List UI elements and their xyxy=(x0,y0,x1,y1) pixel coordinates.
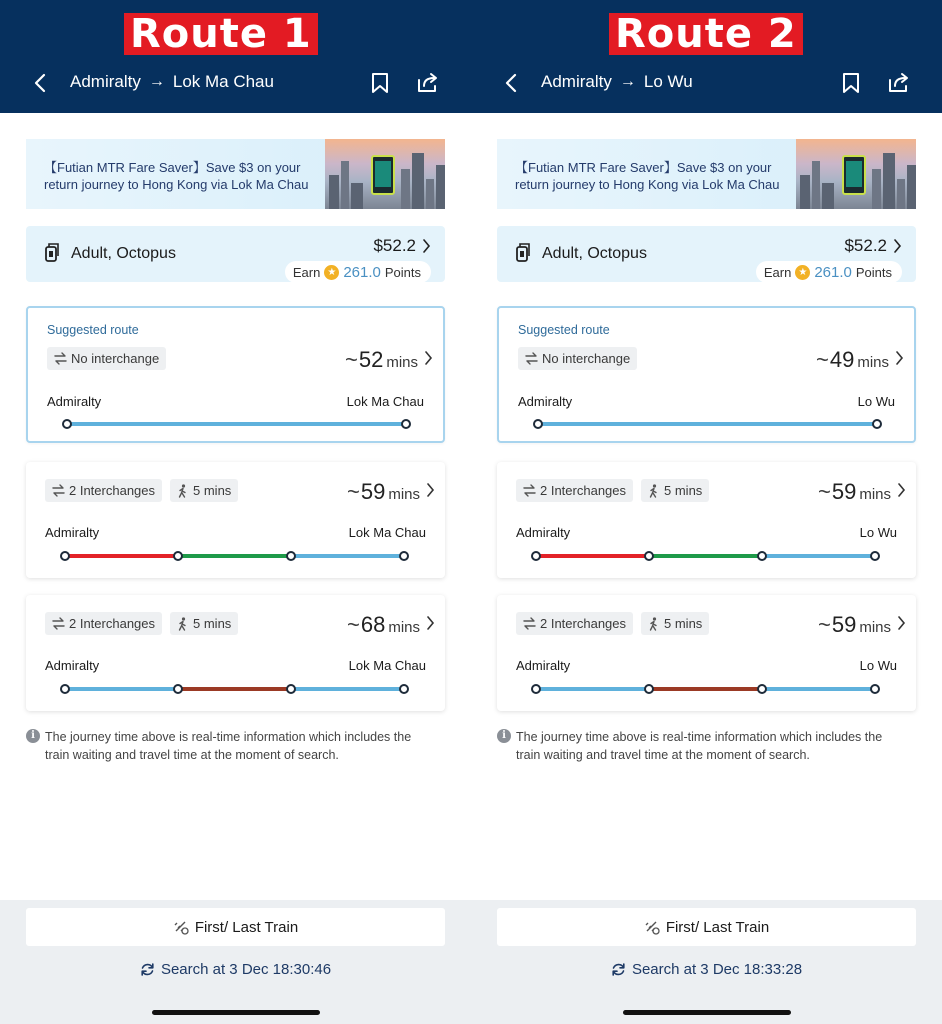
duration-value: 52 xyxy=(358,347,384,372)
interchange-icon xyxy=(52,484,65,497)
route-option-card[interactable] xyxy=(26,462,445,578)
title-origin: Admiralty xyxy=(70,72,141,91)
origin-stop-dot xyxy=(60,551,70,561)
destination-station: Lok Ma Chau xyxy=(348,525,426,540)
first-last-train-button[interactable] xyxy=(26,908,445,946)
info-icon: i xyxy=(497,729,511,743)
home-indicator xyxy=(623,1010,791,1015)
interchange-chip xyxy=(47,347,166,370)
route-line-diagram xyxy=(65,550,404,562)
duration-value: 59 xyxy=(360,479,386,504)
interchange-label: No interchange xyxy=(542,351,631,366)
fare-type: Adult, Octopus xyxy=(542,245,647,262)
chevron-right-icon xyxy=(424,351,433,365)
duration-value: 59 xyxy=(831,612,857,637)
origin-station: Admiralty xyxy=(45,525,100,540)
interchange-icon xyxy=(523,617,536,630)
interchange-label: 2 Interchanges xyxy=(69,616,156,631)
route-badge: Route 1 xyxy=(124,13,318,55)
destination-station: Lo Wu xyxy=(859,525,897,540)
destination-stop-dot xyxy=(399,551,409,561)
fare-price-value: $52.2 xyxy=(844,236,887,255)
journey-duration xyxy=(347,479,420,505)
search-timestamp-text: Search at 3 Dec 18:30:46 xyxy=(160,961,332,978)
origin-stop-dot xyxy=(531,684,541,694)
chevron-right-icon xyxy=(426,483,435,497)
line-segment xyxy=(762,687,875,691)
points-badge xyxy=(285,261,431,283)
journey-time-note-text: The journey time above is real-time information which includes the train waiting and travel time at the moment of search. xyxy=(45,730,412,762)
origin-stop-dot xyxy=(62,419,72,429)
destination-stop-dot xyxy=(870,551,880,561)
route-line-diagram xyxy=(65,683,404,695)
origin-station: Admiralty xyxy=(45,658,100,673)
walk-time-label: 5 mins xyxy=(193,616,232,631)
duration-unit: mins xyxy=(388,486,420,503)
duration-approx: ~ xyxy=(344,347,358,372)
duration-unit: mins xyxy=(386,354,418,371)
duration-unit: mins xyxy=(859,619,891,636)
star-coin-icon: ★ xyxy=(324,265,339,280)
bottom-bar xyxy=(0,900,471,1024)
line-segment xyxy=(291,554,404,558)
interchange-stop-dot xyxy=(173,684,183,694)
route-option-card[interactable] xyxy=(497,462,916,578)
search-timestamp-text: Search at 3 Dec 18:33:28 xyxy=(631,961,803,978)
title-destination: Lok Ma Chau xyxy=(172,72,274,91)
fare-price xyxy=(844,236,902,256)
route-option-card[interactable] xyxy=(497,306,916,443)
interchange-chip xyxy=(45,479,162,502)
fare-card[interactable] xyxy=(26,226,445,282)
app-header xyxy=(471,0,942,113)
duration-unit: mins xyxy=(857,354,889,371)
info-icon: i xyxy=(26,729,40,743)
points-unit: Points xyxy=(855,264,892,280)
route-chips xyxy=(516,612,709,635)
promo-banner-image xyxy=(325,139,445,209)
destination-stop-dot xyxy=(870,684,880,694)
share-button[interactable] xyxy=(415,70,441,96)
promo-banner[interactable] xyxy=(497,139,916,209)
bookmark-icon xyxy=(371,72,389,94)
bottom-bar xyxy=(471,900,942,1024)
walk-chip xyxy=(641,612,709,635)
interchange-stop-dot xyxy=(173,551,183,561)
origin-station: Admiralty xyxy=(47,394,102,409)
chevron-right-icon xyxy=(897,483,906,497)
chevron-left-icon xyxy=(33,73,47,93)
route-option-card[interactable] xyxy=(26,306,445,443)
home-indicator xyxy=(152,1010,320,1015)
route-chips xyxy=(47,347,166,370)
interchange-label: 2 Interchanges xyxy=(69,483,156,498)
suggested-route-label: Suggested route xyxy=(47,323,139,337)
back-button[interactable] xyxy=(499,68,523,98)
route-chips xyxy=(45,479,238,502)
origin-station: Admiralty xyxy=(516,658,571,673)
octopus-card-icon xyxy=(44,243,60,263)
route-option-card[interactable] xyxy=(26,595,445,711)
bookmark-button[interactable] xyxy=(838,70,864,96)
phone-graphic-icon xyxy=(371,155,395,195)
interchange-stop-dot xyxy=(644,551,654,561)
interchange-chip xyxy=(516,612,633,635)
origin-station: Admiralty xyxy=(516,525,571,540)
line-segment xyxy=(536,554,649,558)
duration-approx: ~ xyxy=(817,479,831,504)
promo-banner-text: 【Futian MTR Fare Saver】Save $3 on your return journey to Hong Kong via Lok Ma Chau xyxy=(44,160,309,192)
destination-station: Lo Wu xyxy=(859,658,897,673)
line-segment xyxy=(65,687,178,691)
destination-station: Lo Wu xyxy=(857,394,895,409)
walk-time-label: 5 mins xyxy=(193,483,232,498)
suggested-route-label: Suggested route xyxy=(518,323,610,337)
duration-unit: mins xyxy=(388,619,420,636)
promo-banner[interactable] xyxy=(26,139,445,209)
earn-label: Earn xyxy=(763,264,792,280)
duration-approx: ~ xyxy=(346,612,360,637)
origin-station: Admiralty xyxy=(518,394,573,409)
route-chips xyxy=(45,612,238,635)
promo-banner-image xyxy=(796,139,916,209)
phone-graphic-icon xyxy=(842,155,866,195)
train-time-icon xyxy=(644,919,660,935)
interchange-stop-dot xyxy=(286,684,296,694)
route-line-diagram xyxy=(538,418,877,430)
line-segment xyxy=(649,554,762,558)
duration-unit: mins xyxy=(859,486,891,503)
points-badge xyxy=(756,261,902,283)
refresh-icon xyxy=(140,962,155,977)
walking-icon xyxy=(648,617,660,631)
interchange-label: 2 Interchanges xyxy=(540,483,627,498)
interchange-stop-dot xyxy=(757,684,767,694)
interchange-label: 2 Interchanges xyxy=(540,616,627,631)
page-title xyxy=(70,72,274,92)
duration-value: 49 xyxy=(829,347,855,372)
points-value: 261.0 xyxy=(343,263,381,281)
duration-approx: ~ xyxy=(346,479,360,504)
interchange-stop-dot xyxy=(757,551,767,561)
chevron-right-icon xyxy=(422,239,431,253)
line-segment xyxy=(178,687,291,691)
line-segment xyxy=(67,422,406,426)
points-unit: Points xyxy=(384,264,421,280)
page-title xyxy=(541,72,693,92)
interchange-stop-dot xyxy=(644,684,654,694)
interchange-icon xyxy=(52,617,65,630)
walking-icon xyxy=(177,484,189,498)
interchange-label: No interchange xyxy=(71,351,160,366)
interchange-icon xyxy=(54,352,67,365)
walking-icon xyxy=(177,617,189,631)
walk-chip xyxy=(170,612,238,635)
star-coin-icon: ★ xyxy=(795,265,810,280)
duration-approx: ~ xyxy=(815,347,829,372)
fare-price xyxy=(373,236,431,256)
journey-duration xyxy=(816,347,889,373)
earn-label: Earn xyxy=(292,264,321,280)
search-timestamp[interactable] xyxy=(0,961,471,978)
interchange-icon xyxy=(523,484,536,497)
route-line-diagram xyxy=(536,683,875,695)
walk-time-label: 5 mins xyxy=(664,616,703,631)
title-origin: Admiralty xyxy=(541,72,612,91)
line-segment xyxy=(538,422,877,426)
arrow-right-icon: → xyxy=(148,73,165,90)
chevron-left-icon xyxy=(504,73,518,93)
interchange-icon xyxy=(525,352,538,365)
destination-stop-dot xyxy=(399,684,409,694)
search-timestamp[interactable] xyxy=(471,961,942,978)
line-segment xyxy=(762,554,875,558)
origin-stop-dot xyxy=(531,551,541,561)
duration-value: 59 xyxy=(831,479,857,504)
interchange-chip xyxy=(45,612,162,635)
line-segment xyxy=(65,554,178,558)
walking-icon xyxy=(648,484,660,498)
interchange-chip xyxy=(518,347,637,370)
fare-price-value: $52.2 xyxy=(373,236,416,255)
fare-card[interactable] xyxy=(497,226,916,282)
octopus-card-icon xyxy=(515,243,531,263)
fare-type: Adult, Octopus xyxy=(71,245,176,262)
app-header xyxy=(0,0,471,113)
journey-duration xyxy=(345,347,418,373)
share-icon xyxy=(886,71,912,95)
destination-stop-dot xyxy=(401,419,411,429)
first-last-train-button[interactable] xyxy=(497,908,916,946)
interchange-chip xyxy=(516,479,633,502)
bookmark-button[interactable] xyxy=(367,70,393,96)
line-segment xyxy=(649,687,762,691)
first-last-train-label: First/ Last Train xyxy=(665,918,770,936)
walk-time-label: 5 mins xyxy=(664,483,703,498)
walk-chip xyxy=(170,479,238,502)
share-icon xyxy=(415,71,441,95)
destination-stop-dot xyxy=(872,419,882,429)
chevron-right-icon xyxy=(897,616,906,630)
points-value: 261.0 xyxy=(814,263,852,281)
walk-chip xyxy=(641,479,709,502)
train-time-icon xyxy=(173,919,189,935)
interchange-stop-dot xyxy=(286,551,296,561)
journey-duration xyxy=(347,612,420,638)
route-chips xyxy=(518,347,637,370)
route-chips xyxy=(516,479,709,502)
first-last-train-label: First/ Last Train xyxy=(194,918,299,936)
route-option-card[interactable] xyxy=(497,595,916,711)
bookmark-icon xyxy=(842,72,860,94)
journey-time-note xyxy=(497,728,907,764)
duration-value: 68 xyxy=(360,612,386,637)
route-badge: Route 2 xyxy=(609,13,803,55)
origin-stop-dot xyxy=(533,419,543,429)
journey-duration xyxy=(818,479,891,505)
line-segment xyxy=(178,554,291,558)
phone-screen xyxy=(471,0,942,1024)
arrow-right-icon: → xyxy=(619,73,636,90)
route-line-diagram xyxy=(536,550,875,562)
origin-stop-dot xyxy=(60,684,70,694)
journey-time-note xyxy=(26,728,436,764)
back-button[interactable] xyxy=(28,68,52,98)
route-line-diagram xyxy=(67,418,406,430)
chevron-right-icon xyxy=(893,239,902,253)
chevron-right-icon xyxy=(426,616,435,630)
journey-time-note-text: The journey time above is real-time information which includes the train waiting and travel time at the moment of search. xyxy=(516,730,883,762)
journey-duration xyxy=(818,612,891,638)
share-button[interactable] xyxy=(886,70,912,96)
promo-banner-text: 【Futian MTR Fare Saver】Save $3 on your return journey to Hong Kong via Lok Ma Chau xyxy=(515,160,780,192)
destination-station: Lok Ma Chau xyxy=(348,658,426,673)
title-destination: Lo Wu xyxy=(643,72,693,91)
line-segment xyxy=(536,687,649,691)
line-segment xyxy=(291,687,404,691)
chevron-right-icon xyxy=(895,351,904,365)
refresh-icon xyxy=(611,962,626,977)
duration-approx: ~ xyxy=(817,612,831,637)
destination-station: Lok Ma Chau xyxy=(346,394,424,409)
